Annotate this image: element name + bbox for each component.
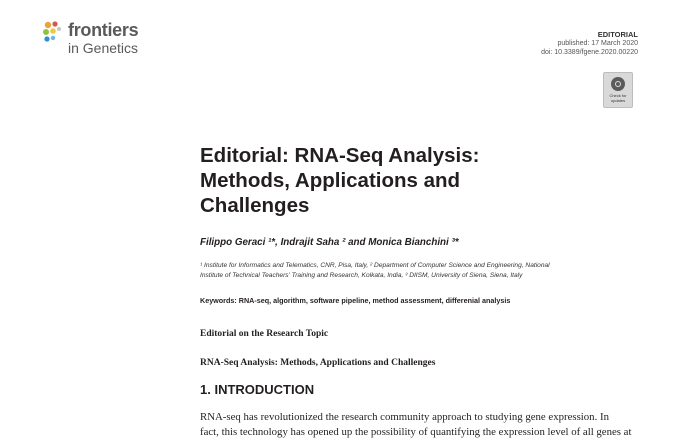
research-topic-link[interactable]: RNA-Seq Analysis: Methods, Applications and Challenges [200, 358, 436, 368]
article-title [200, 143, 620, 218]
frontiers-logo-icon [42, 20, 64, 46]
affiliation-line: Institute of Technical Teachers' Training and Research, Kolkata, India, ³ DIISM, University of Siena, Siena, Italy [200, 272, 523, 279]
affiliation-line: ¹ Institute for Informatics and Telematics, CNR, Pisa, Italy, ² Department of Computer Science and Engineering, National [200, 262, 550, 269]
author-list[interactable]: Filippo Geraci ¹*, Indrajit Saha ² and Monica Bianchini ³* [200, 237, 459, 248]
keywords-label: Keywords: [200, 296, 237, 305]
check-updates-icon [611, 77, 625, 91]
title-line: Methods, Applications and [200, 169, 461, 192]
doi-link[interactable]: doi: 10.3389/fgene.2020.00220 [541, 49, 638, 56]
section-heading: 1. INTRODUCTION [200, 382, 315, 397]
published-date: published: 17 March 2020 [557, 40, 638, 47]
title-line: Editorial: RNA-Seq Analysis: [200, 144, 480, 167]
badge-label-2: updates [610, 98, 626, 103]
badge-label-1: Check for [609, 93, 627, 98]
logo-journal-name: in Genetics [68, 40, 139, 56]
article-type: EDITORIAL [597, 30, 638, 39]
affiliations [200, 261, 630, 281]
title-line: Challenges [200, 194, 310, 217]
keywords-list: RNA-seq, algorithm, software pipeline, method assessment, differenial analysis [236, 296, 511, 305]
journal-logo[interactable] [42, 18, 162, 62]
research-topic-label: Editorial on the Research Topic [200, 329, 329, 339]
article-meta [541, 30, 638, 57]
check-for-updates-button[interactable] [603, 72, 633, 108]
keywords [200, 296, 630, 305]
body-line: fact, this technology has opened up the possibility of quantifying the expression level of all genes at [200, 426, 632, 438]
logo-wordmark: frontiers [68, 20, 139, 40]
body-paragraph [200, 410, 636, 440]
body-line: RNA-seq has revolutionized the research community approach to studying gene expression. In [200, 411, 609, 423]
